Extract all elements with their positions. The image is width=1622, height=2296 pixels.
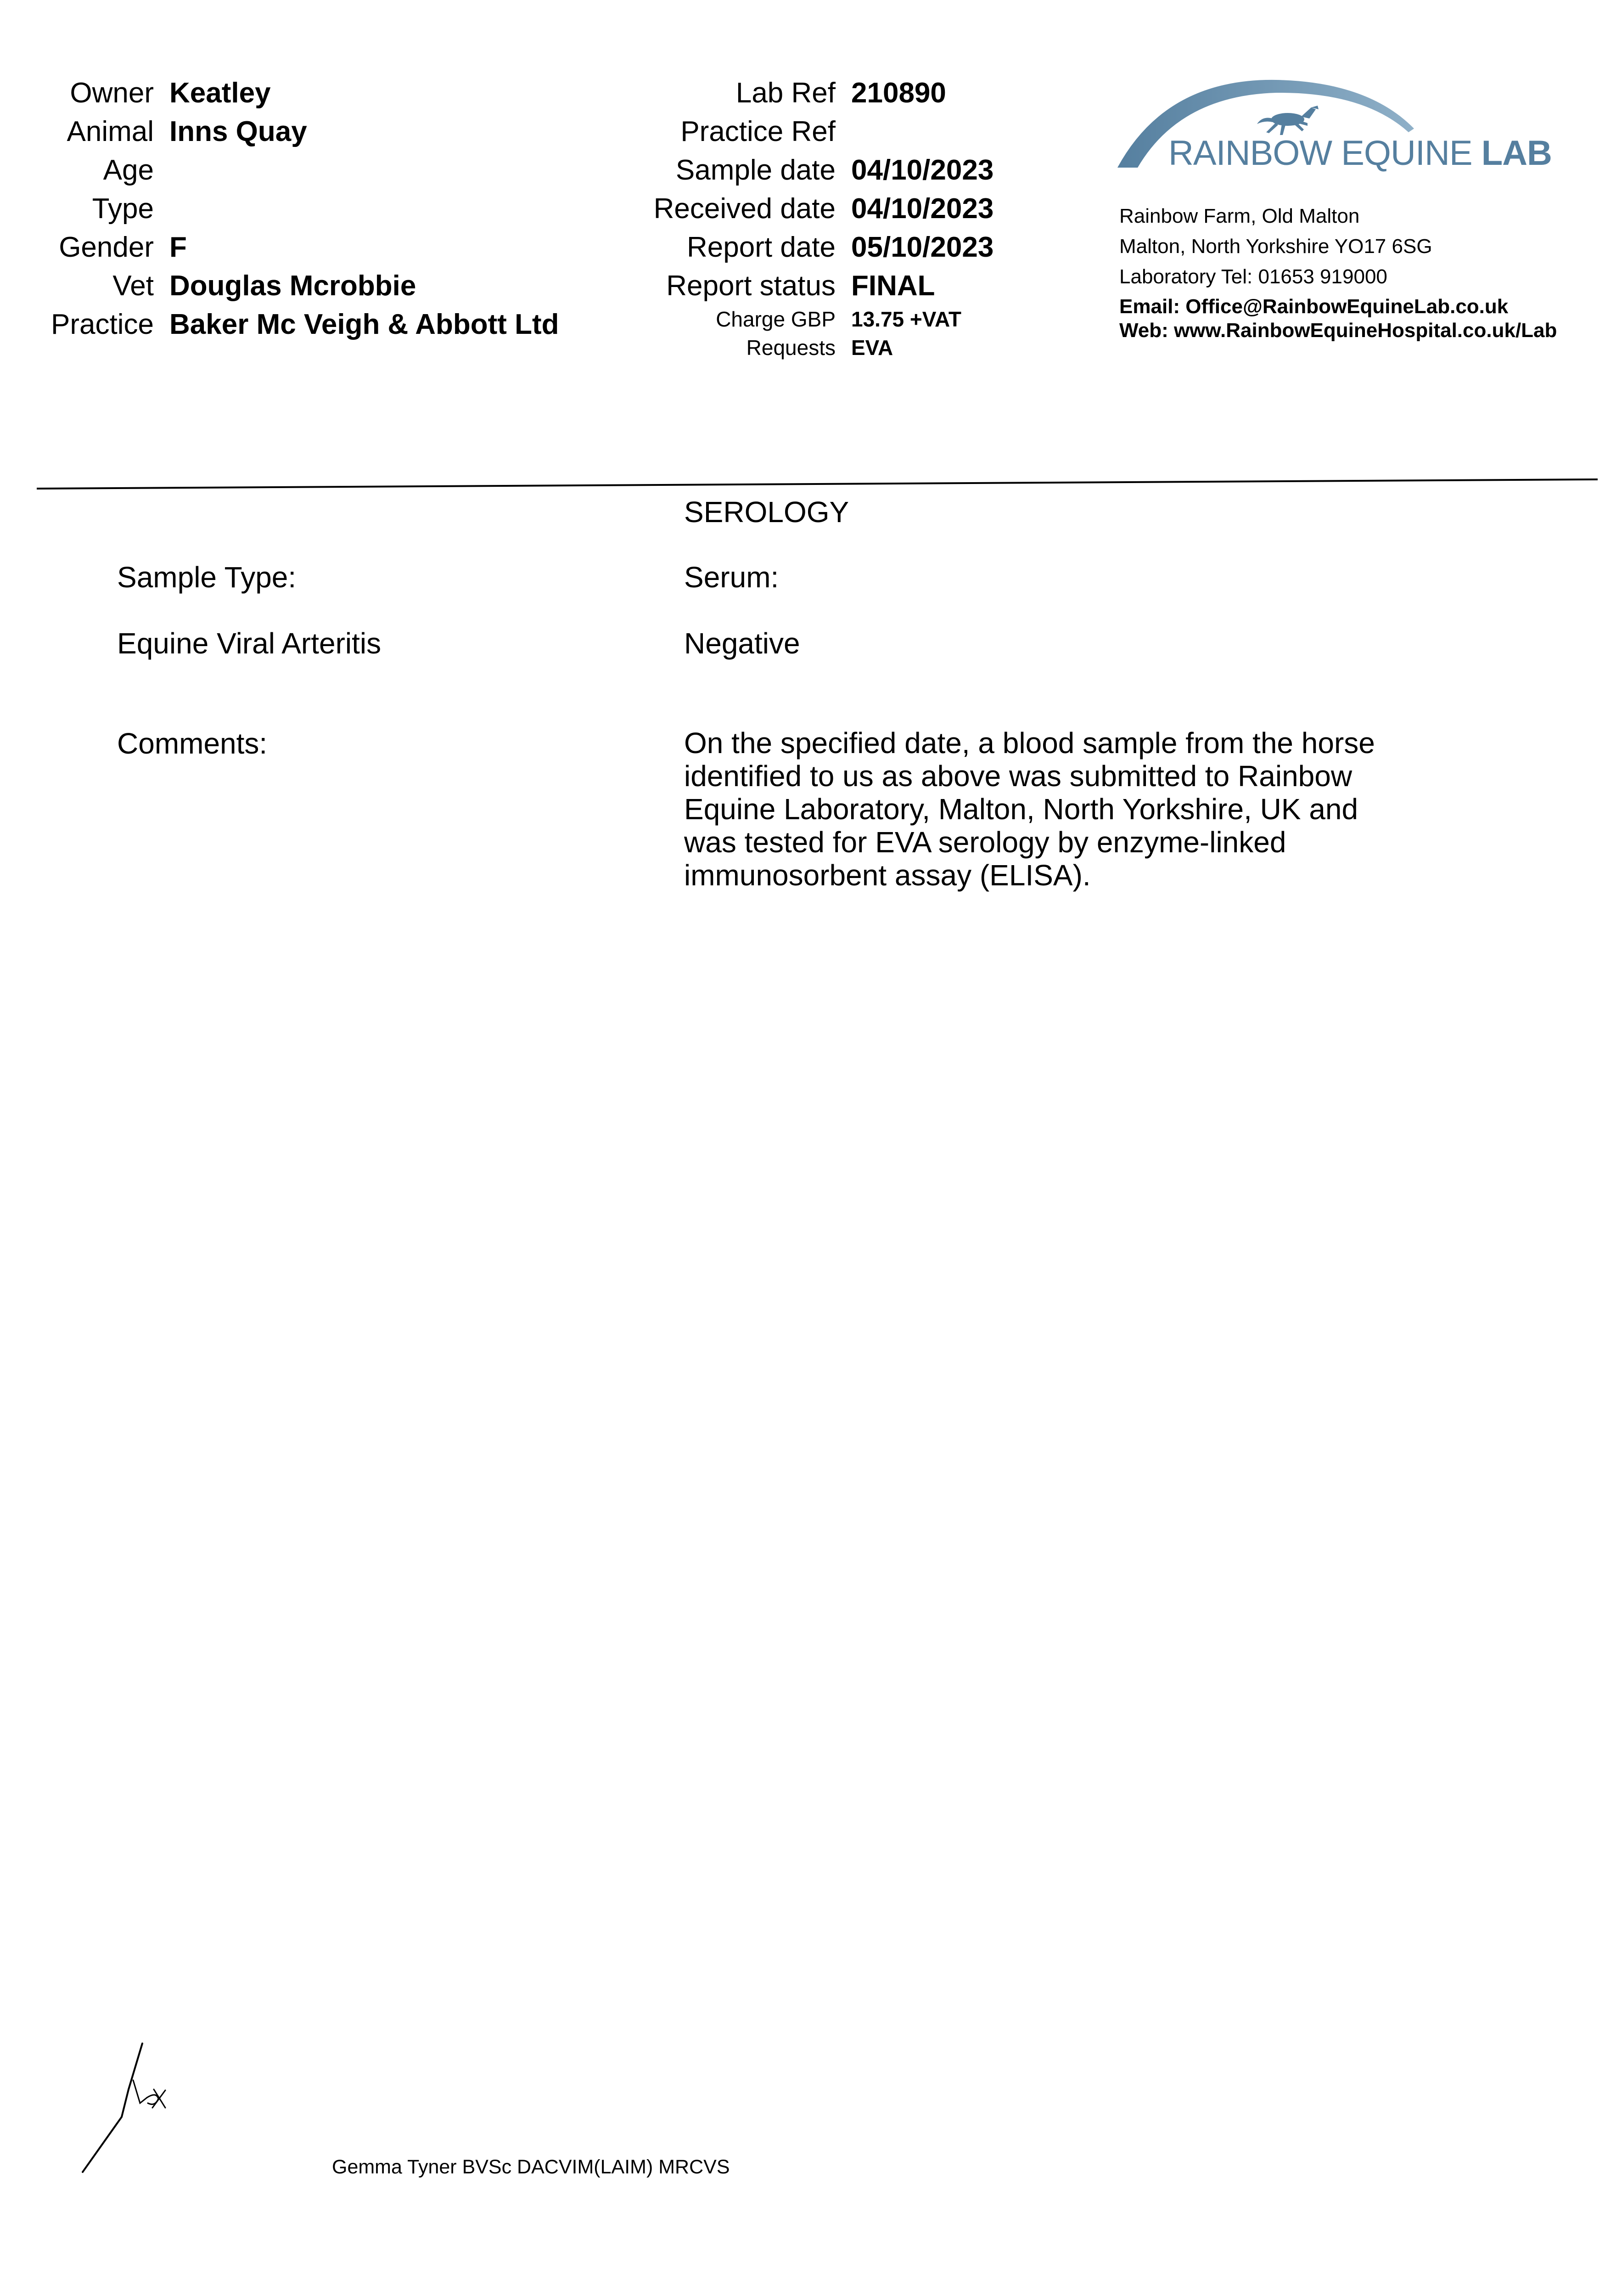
- sample-type-value: Serum:: [684, 561, 779, 594]
- vet-label: Vet: [112, 270, 154, 302]
- rainbow-equine-lab-logo: [1111, 73, 1552, 179]
- lab-details: [597, 73, 1102, 362]
- logo-wordmark: [1168, 133, 1552, 173]
- gender-row: [28, 228, 624, 266]
- received-date-row: [597, 189, 1102, 228]
- comments-text: [684, 726, 1510, 892]
- received-date-label: Received date: [653, 192, 836, 225]
- report-date-row: [597, 228, 1102, 266]
- lab-ref-value: 210890: [851, 77, 946, 109]
- signatory-name: Gemma Tyner BVSc DACVIM(LAIM) MRCVS: [332, 2156, 730, 2178]
- comment-line: identified to us as above was submitted to Rainbow: [684, 760, 1353, 793]
- comment-line: was tested for EVA serology by enzyme-linked: [684, 826, 1286, 859]
- animal-value: Inns Quay: [169, 115, 307, 147]
- owner-row: [28, 73, 624, 112]
- charge-label: Charge GBP: [716, 307, 836, 331]
- address-line-1: Rainbow Farm, Old Malton: [1119, 205, 1360, 227]
- age-label: Age: [103, 154, 154, 186]
- sample-type-label: Sample Type:: [117, 561, 297, 594]
- comment-line: immunosorbent assay (ELISA).: [684, 859, 1091, 892]
- practice-label: Practice: [51, 308, 154, 340]
- lab-ref-row: [597, 73, 1102, 112]
- lab-email[interactable]: Email: Office@RainbowEquineLab.co.uk: [1119, 295, 1509, 318]
- report-date-label: Report date: [687, 231, 836, 263]
- lab-address: [1119, 201, 1557, 343]
- report-status-label: Report status: [666, 270, 836, 302]
- received-date-value: 04/10/2023: [851, 192, 994, 225]
- comments-label: Comments:: [117, 727, 268, 760]
- type-label: Type: [92, 192, 154, 225]
- practice-row: [28, 305, 624, 343]
- lab-telephone: Laboratory Tel: 01653 919000: [1119, 265, 1387, 288]
- practice-ref-label: Practice Ref: [680, 115, 836, 147]
- age-row: [28, 151, 624, 189]
- test-result: Negative: [684, 627, 800, 660]
- sample-date-label: Sample date: [675, 154, 836, 186]
- section-title: SEROLOGY: [684, 495, 849, 529]
- lab-ref-label: Lab Ref: [735, 77, 836, 109]
- logo-name-bold: LAB: [1481, 134, 1552, 173]
- animal-row: [28, 112, 624, 151]
- handwritten-signature: [78, 2039, 179, 2177]
- sample-date-value: 04/10/2023: [851, 154, 994, 186]
- charge-row: [597, 305, 1102, 333]
- comment-line: On the specified date, a blood sample from the horse: [684, 726, 1375, 760]
- charge-value: 13.75 +VAT: [851, 307, 961, 331]
- practice-value: Baker Mc Veigh & Abbott Ltd: [169, 308, 559, 340]
- type-row: [28, 189, 624, 228]
- vet-row: [28, 266, 624, 305]
- practice-ref-row: [597, 112, 1102, 151]
- header-divider: [37, 478, 1598, 491]
- logo-name-light: RAINBOW EQUINE: [1168, 134, 1472, 173]
- requests-value: EVA: [851, 336, 893, 360]
- requests-label: Requests: [746, 336, 836, 360]
- report-status-value: FINAL: [851, 270, 935, 302]
- lab-website[interactable]: Web: www.RainbowEquineHospital.co.uk/Lab: [1119, 319, 1557, 342]
- sample-date-row: [597, 151, 1102, 189]
- report-date-value: 05/10/2023: [851, 231, 994, 263]
- animal-label: Animal: [67, 115, 154, 147]
- owner-value: Keatley: [169, 77, 271, 109]
- owner-label: Owner: [70, 77, 154, 109]
- patient-details: [28, 73, 624, 343]
- report-status-row: [597, 266, 1102, 305]
- address-line-2: Malton, North Yorkshire YO17 6SG: [1119, 235, 1432, 258]
- gender-value: F: [169, 231, 187, 263]
- requests-row: [597, 333, 1102, 362]
- vet-value: Douglas Mcrobbie: [169, 270, 416, 302]
- gender-label: Gender: [59, 231, 154, 263]
- comment-line: Equine Laboratory, Malton, North Yorkshire, UK and: [684, 793, 1358, 826]
- test-label: Equine Viral Arteritis: [117, 627, 382, 660]
